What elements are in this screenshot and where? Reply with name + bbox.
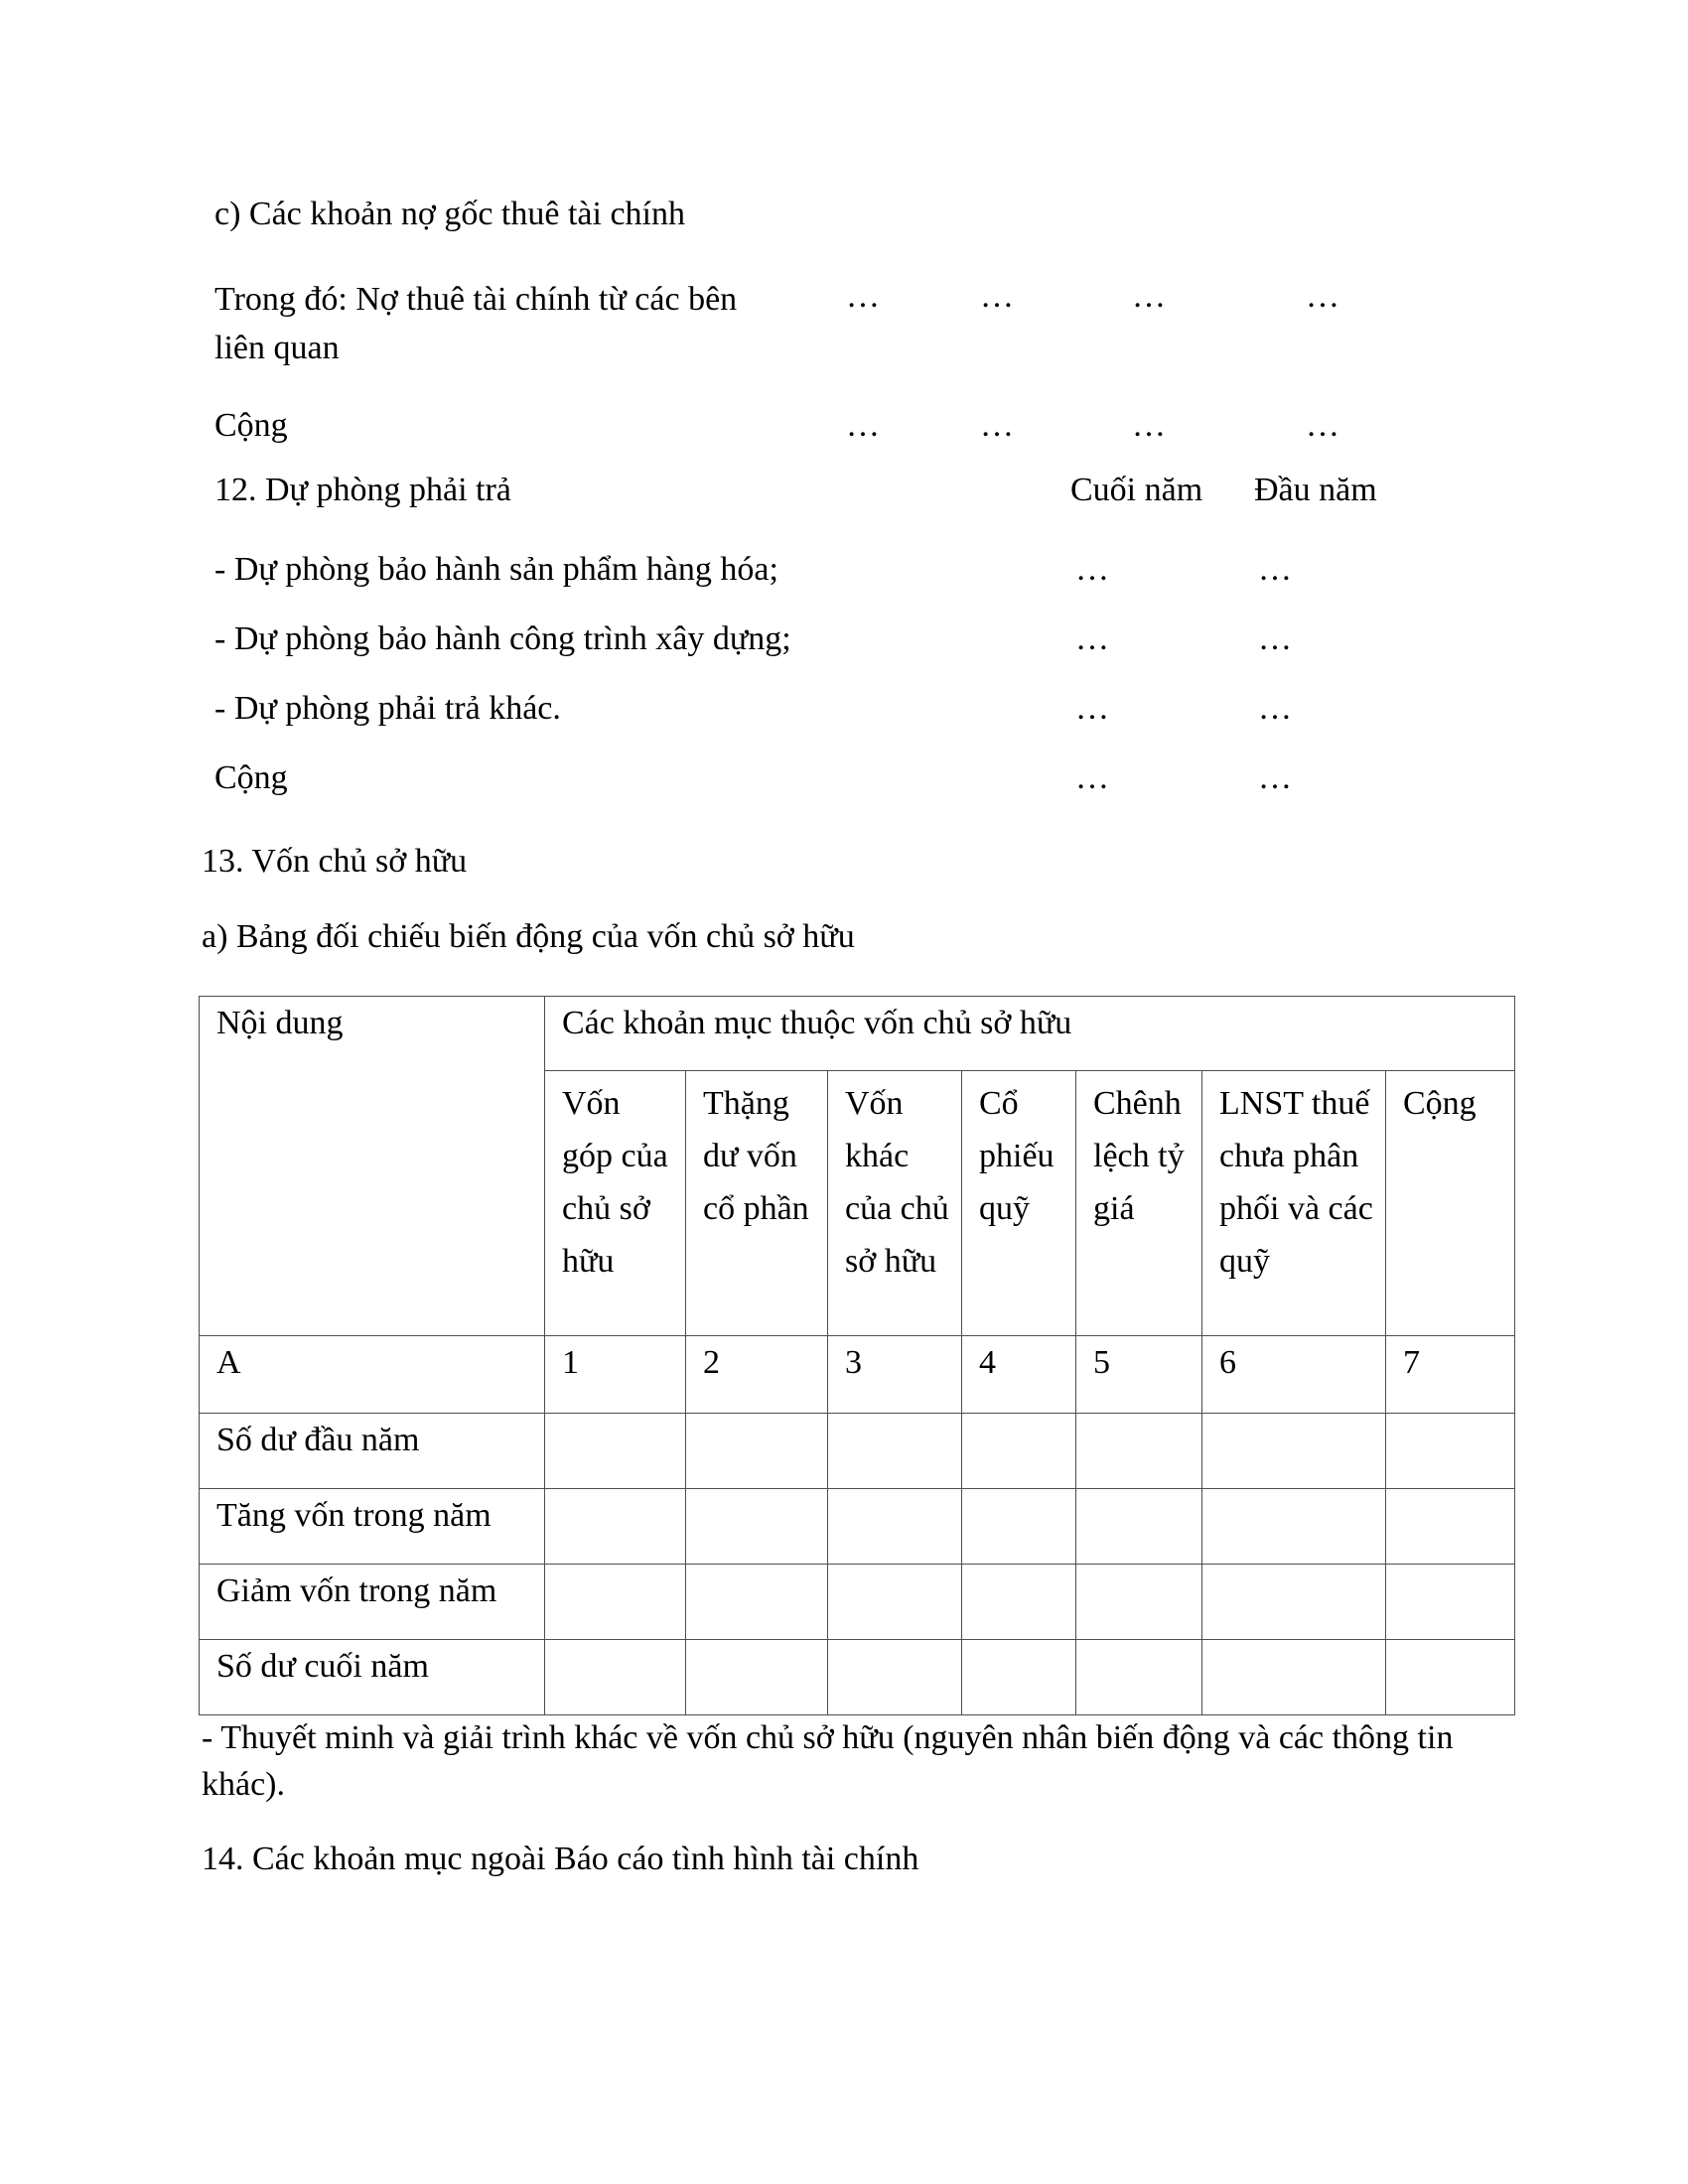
index-cell: 4: [962, 1336, 1076, 1414]
section-12-title: 12. Dự phòng phải trả: [214, 472, 511, 508]
table-column-header: Vốn góp của chủ sở hữu: [545, 1071, 686, 1336]
empty-cell: [1202, 1414, 1386, 1489]
empty-cell: [545, 1565, 686, 1640]
dots-value: …: [1075, 620, 1109, 657]
row-label: - Dự phòng bảo hành sản phẩm hàng hóa;: [214, 551, 778, 588]
empty-cell: [1076, 1489, 1202, 1565]
equity-movement-table: [199, 996, 1515, 1715]
dots-value: …: [1132, 407, 1166, 444]
table-column-header: Cổ phiếu quỹ: [962, 1071, 1076, 1336]
empty-cell: [1386, 1640, 1515, 1715]
row-label: Cộng: [214, 407, 288, 444]
index-cell: 5: [1076, 1336, 1202, 1414]
dots-value: …: [1258, 620, 1292, 657]
dots-value: …: [1258, 551, 1292, 588]
empty-cell: [1076, 1640, 1202, 1715]
index-cell: 3: [828, 1336, 962, 1414]
index-cell: 2: [686, 1336, 828, 1414]
section-13-title: 13. Vốn chủ sở hữu: [202, 843, 468, 880]
empty-cell: [1386, 1489, 1515, 1565]
index-cell: 6: [1202, 1336, 1386, 1414]
section-12-row-other-provisions: [214, 687, 1292, 731]
index-cell: 7: [1386, 1336, 1515, 1414]
table-corner-header: Nội dung: [200, 997, 545, 1336]
table-column-header: LNST thuế chưa phân phối và các quỹ: [1202, 1071, 1386, 1336]
section-c-row-related-party: [214, 275, 1339, 372]
index-cell: A: [200, 1336, 545, 1414]
table-row: [200, 1565, 1515, 1640]
section-12-row-product-warranty: [214, 548, 1292, 592]
dots-value: …: [1306, 407, 1339, 444]
empty-cell: [828, 1565, 962, 1640]
section-12-row-total: [214, 756, 1292, 800]
dots-value: …: [1132, 278, 1166, 315]
empty-cell: [1386, 1565, 1515, 1640]
table-column-header: Cộng: [1386, 1071, 1515, 1336]
dots-value: …: [1258, 690, 1292, 727]
section-12-heading-row: [214, 469, 1377, 512]
row-label: Trong đó: Nợ thuê tài chính từ các bên liên quan: [214, 281, 738, 366]
row-label-cell: Số dư cuối năm: [200, 1640, 545, 1715]
empty-cell: [962, 1414, 1076, 1489]
dots-value: …: [846, 278, 880, 315]
table-column-header: Chênh lệch tỷ giá: [1076, 1071, 1202, 1336]
empty-cell: [1076, 1565, 1202, 1640]
column-header-start-of-year: Đầu năm: [1254, 472, 1377, 508]
column-header-end-of-year: Cuối năm: [1070, 472, 1203, 508]
section-14-title: 14. Các khoản mục ngoài Báo cáo tình hình tài chính: [202, 1841, 919, 1877]
dots-value: …: [1075, 690, 1109, 727]
index-cell: 1: [545, 1336, 686, 1414]
empty-cell: [686, 1640, 828, 1715]
table-row: [200, 1414, 1515, 1489]
row-label-cell: Số dư đầu năm: [200, 1414, 545, 1489]
section-c-row-total: [214, 404, 1339, 448]
table-column-header: Vốn khác của chủ sở hữu: [828, 1071, 962, 1336]
table-index-row: [200, 1336, 1515, 1414]
empty-cell: [1076, 1414, 1202, 1489]
empty-cell: [686, 1489, 828, 1565]
empty-cell: [828, 1489, 962, 1565]
dots-value: …: [980, 278, 1014, 315]
row-label: - Dự phòng phải trả khác.: [214, 690, 561, 727]
empty-cell: [828, 1414, 962, 1489]
equity-note: - Thuyết minh và giải trình khác về vốn chủ sở hữu (nguyên nhân biến động và các thông tin khác).: [202, 1719, 1454, 1803]
empty-cell: [962, 1565, 1076, 1640]
section-13-subtitle: a) Bảng đối chiếu biến động của vốn chủ sở hữu: [202, 918, 855, 955]
empty-cell: [962, 1640, 1076, 1715]
section-12-row-construction-warranty: [214, 617, 1292, 661]
dots-value: …: [980, 407, 1014, 444]
table-row: [200, 1640, 1515, 1715]
table-group-header: Các khoản mục thuộc vốn chủ sở hữu: [545, 997, 1515, 1071]
dots-value: …: [1258, 759, 1292, 796]
empty-cell: [1202, 1565, 1386, 1640]
empty-cell: [686, 1414, 828, 1489]
table-column-header: Thặng dư vốn cổ phần: [686, 1071, 828, 1336]
empty-cell: [1202, 1640, 1386, 1715]
table-row: [200, 1489, 1515, 1565]
row-label-cell: Tăng vốn trong năm: [200, 1489, 545, 1565]
empty-cell: [1386, 1414, 1515, 1489]
dots-value: …: [846, 407, 880, 444]
empty-cell: [1202, 1489, 1386, 1565]
dots-value: …: [1306, 278, 1339, 315]
row-label: - Dự phòng bảo hành công trình xây dựng;: [214, 620, 791, 657]
empty-cell: [545, 1640, 686, 1715]
dots-value: …: [1075, 759, 1109, 796]
empty-cell: [545, 1489, 686, 1565]
section-c-title: c) Các khoản nợ gốc thuê tài chính: [214, 196, 685, 232]
empty-cell: [545, 1414, 686, 1489]
row-label-cell: Giảm vốn trong năm: [200, 1565, 545, 1640]
row-label: Cộng: [214, 759, 288, 796]
empty-cell: [686, 1565, 828, 1640]
dots-value: …: [1075, 551, 1109, 588]
empty-cell: [828, 1640, 962, 1715]
empty-cell: [962, 1489, 1076, 1565]
